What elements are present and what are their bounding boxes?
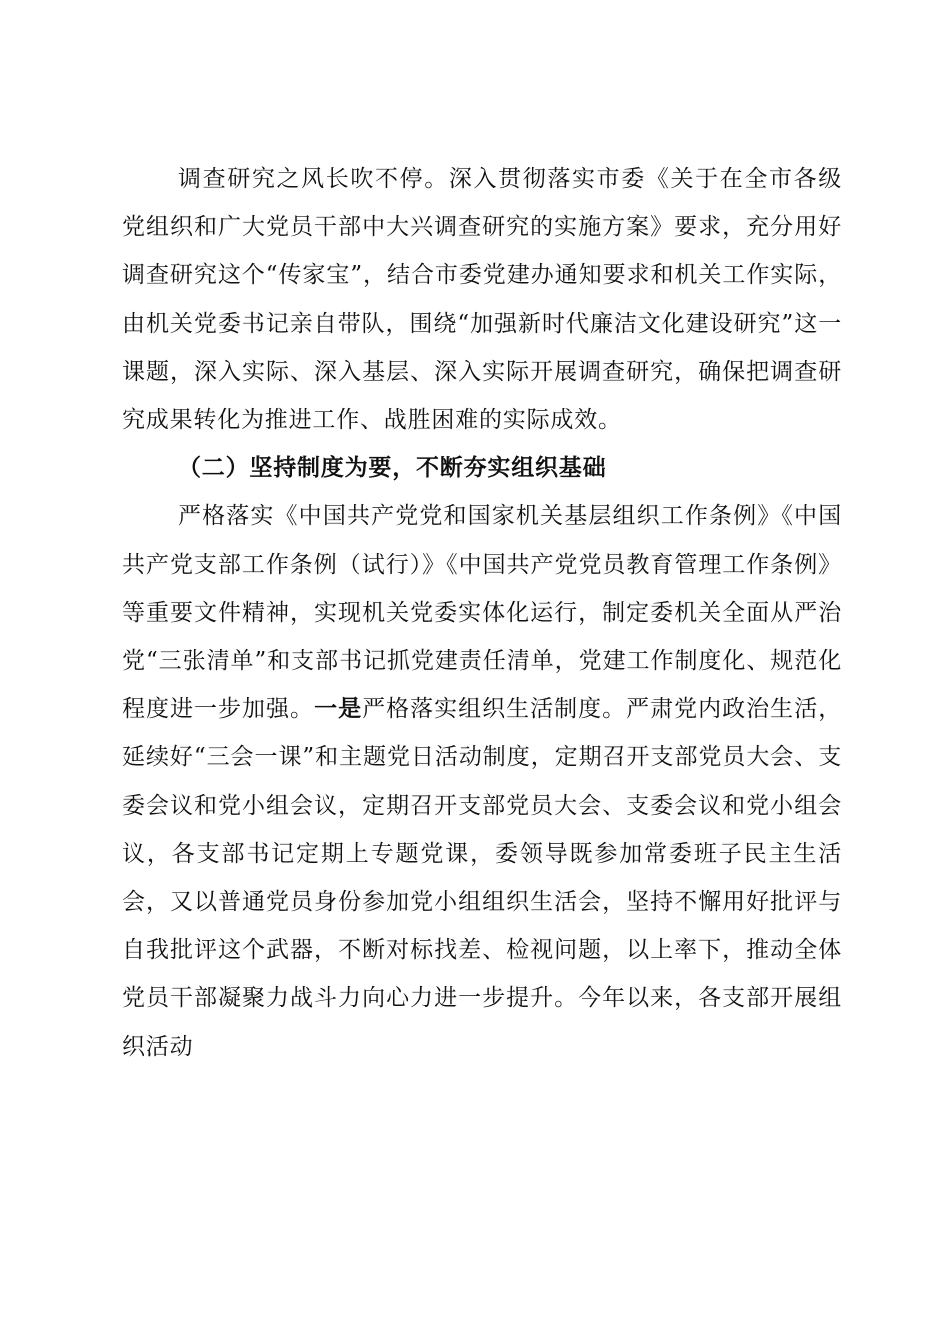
paragraph-system-point-one: 严格落实组织生活制度。严肃党内政治生活，延续好“三会一课”和主题党日活动制度，定期召开支部党员大会、支委会议和党小组会议，定期召开支部党员大会、支委会议和党小组会议，各支部书记定期上专题党课，委领导既参加常委班子民主生活会，又以普通党员身份参加党小组组织生活会，坚持不懈用好批评与自我批评这个武器，不断对标找差、检视问题，以上率下，推动全体党员干部凝聚力战斗力向心力进一步提升。今年以来，各支部开展组织活动 bbox=[122, 696, 842, 1060]
paragraph-system bbox=[122, 492, 842, 1070]
paragraph-research: 调查研究之风长吹不停。深入贯彻落实市委《关于在全市各级党组织和广大党员干部中大兴调查研究的实施方案》要求，充分用好调查研究这个“传家宝”，结合市委党建办通知要求和机关工作实际，由机关党委书记亲自带队，围绕“加强新时代廉洁文化建设研究”这一课题，深入实际、深入基层、深入实际开展调查研究，确保把调查研究成果转化为推进工作、战胜困难的实际成效。 bbox=[122, 166, 842, 434]
document-body bbox=[122, 155, 842, 1071]
paragraph-system-intro: 严格落实《中国共产党党和国家机关基层组织工作条例》《中国共产党支部工作条例（试行）》《中国共产党党员教育管理工作条例》等重要文件精神，实现机关党委实体化运行，制定委机关全面从严治党“三张清单”和支部书记抓党建责任清单，党建工作制度化、规范化程度进一步加强。 bbox=[122, 503, 842, 723]
point-one-label: 一是 bbox=[314, 696, 363, 723]
section-heading-2: （二）坚持制度为要，不断夯实组织基础 bbox=[178, 455, 607, 482]
